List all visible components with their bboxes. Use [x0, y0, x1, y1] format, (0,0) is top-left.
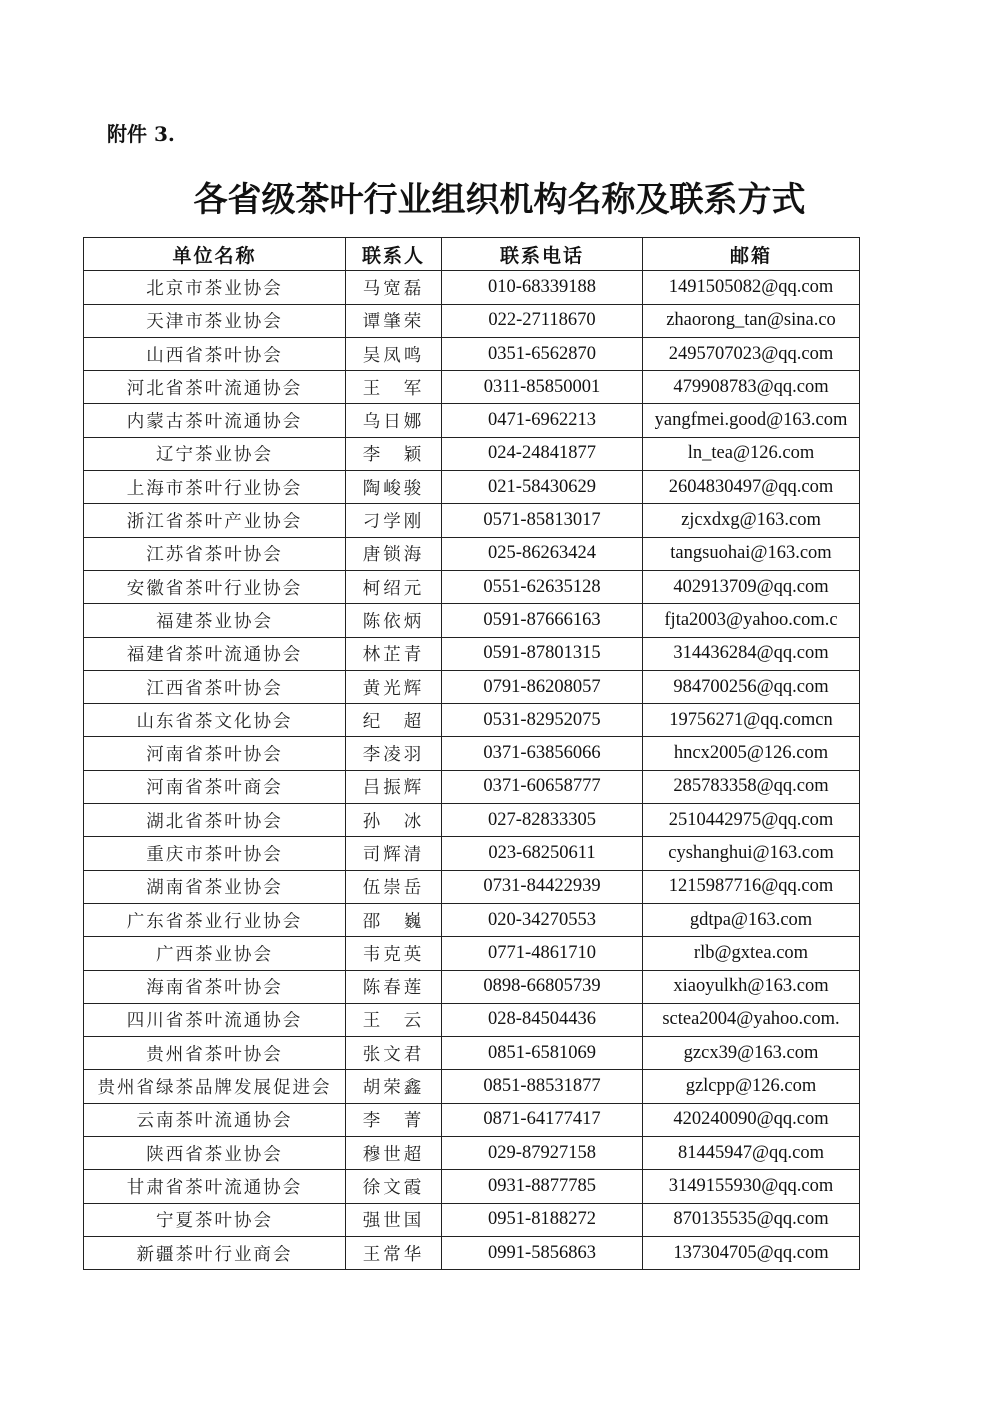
contact-person-cell: 陈春莲	[346, 970, 442, 1003]
email-cell: fjta2003@yahoo.com.c	[643, 604, 860, 637]
table-row	[84, 670, 860, 703]
table-row	[84, 271, 860, 304]
contact-person-cell: 吴凤鸣	[346, 337, 442, 370]
contact-person-cell: 乌日娜	[346, 404, 442, 437]
org-cell: 浙江省茶叶产业协会	[84, 504, 346, 537]
email-cell: 3149155930@qq.com	[643, 1170, 860, 1203]
email-cell: rlb@gxtea.com	[643, 937, 860, 970]
contact-person-cell: 伍崇岳	[346, 870, 442, 903]
contact-person-cell: 谭肇荣	[346, 304, 442, 337]
phone-cell: 0591-87666163	[442, 604, 643, 637]
org-cell: 福建茶业协会	[84, 604, 346, 637]
contact-person-cell: 韦克英	[346, 937, 442, 970]
table-row	[84, 1103, 860, 1136]
phone-cell: 025-86263424	[442, 537, 643, 570]
contact-person-cell: 柯绍元	[346, 570, 442, 603]
email-cell: 1215987716@qq.com	[643, 870, 860, 903]
email-cell: 479908783@qq.com	[643, 371, 860, 404]
contact-person-cell: 唐锁海	[346, 537, 442, 570]
org-cell: 广西茶业协会	[84, 937, 346, 970]
email-cell: 870135535@qq.com	[643, 1203, 860, 1236]
org-cell: 内蒙古茶叶流通协会	[84, 404, 346, 437]
contact-person-cell: 李凌羽	[346, 737, 442, 770]
org-cell: 湖北省茶叶协会	[84, 804, 346, 837]
phone-cell: 0471-6962213	[442, 404, 643, 437]
phone-cell: 0771-4861710	[442, 937, 643, 970]
email-cell: 285783358@qq.com	[643, 770, 860, 803]
phone-cell: 021-58430629	[442, 471, 643, 504]
org-cell: 陕西省茶业协会	[84, 1137, 346, 1170]
table-row	[84, 471, 860, 504]
phone-cell: 0371-63856066	[442, 737, 643, 770]
org-cell: 四川省茶叶流通协会	[84, 1003, 346, 1036]
table-row	[84, 404, 860, 437]
table-row	[84, 770, 860, 803]
table-row	[84, 1070, 860, 1103]
table-row	[84, 937, 860, 970]
contact-person-cell: 王 云	[346, 1003, 442, 1036]
table-row	[84, 437, 860, 470]
org-cell: 江苏省茶叶协会	[84, 537, 346, 570]
table-row	[84, 870, 860, 903]
phone-cell: 020-34270553	[442, 903, 643, 936]
email-cell: 984700256@qq.com	[643, 670, 860, 703]
phone-cell: 0531-82952075	[442, 704, 643, 737]
contact-person-cell: 李 颖	[346, 437, 442, 470]
header-person: 联系人	[346, 238, 442, 271]
table-row	[84, 604, 860, 637]
email-cell: 420240090@qq.com	[643, 1103, 860, 1136]
contacts-table	[83, 237, 860, 1270]
email-cell: gdtpa@163.com	[643, 903, 860, 936]
contact-person-cell: 吕振辉	[346, 770, 442, 803]
table-row	[84, 637, 860, 670]
contact-person-cell: 胡荣鑫	[346, 1070, 442, 1103]
attachment-label: 附件 3.	[107, 122, 175, 146]
phone-cell: 0311-85850001	[442, 371, 643, 404]
phone-cell: 0371-60658777	[442, 770, 643, 803]
email-cell: 2510442975@qq.com	[643, 804, 860, 837]
contact-person-cell: 徐文霞	[346, 1170, 442, 1203]
contact-person-cell: 纪 超	[346, 704, 442, 737]
table-row	[84, 704, 860, 737]
email-cell: gzcx39@163.com	[643, 1037, 860, 1070]
table-row	[84, 1137, 860, 1170]
contact-person-cell: 陈依炳	[346, 604, 442, 637]
phone-cell: 029-87927158	[442, 1137, 643, 1170]
contact-person-cell: 陶峻骏	[346, 471, 442, 504]
phone-cell: 027-82833305	[442, 804, 643, 837]
table-row	[84, 737, 860, 770]
document-title: 各省级茶叶行业组织机构名称及联系方式	[193, 180, 806, 220]
phone-cell: 0898-66805739	[442, 970, 643, 1003]
table-row	[84, 1170, 860, 1203]
org-cell: 河南省茶叶商会	[84, 770, 346, 803]
contact-person-cell: 孙 冰	[346, 804, 442, 837]
phone-cell: 023-68250611	[442, 837, 643, 870]
phone-cell: 0351-6562870	[442, 337, 643, 370]
contact-person-cell: 黄光辉	[346, 670, 442, 703]
table-row	[84, 504, 860, 537]
email-cell: 402913709@qq.com	[643, 570, 860, 603]
table-row	[84, 537, 860, 570]
phone-cell: 010-68339188	[442, 271, 643, 304]
org-cell: 新疆茶叶行业商会	[84, 1236, 346, 1269]
email-cell: 137304705@qq.com	[643, 1236, 860, 1269]
email-cell: hncx2005@126.com	[643, 737, 860, 770]
email-cell: 2604830497@qq.com	[643, 471, 860, 504]
phone-cell: 0731-84422939	[442, 870, 643, 903]
org-cell: 湖南省茶业协会	[84, 870, 346, 903]
table-row	[84, 337, 860, 370]
contact-person-cell: 张文君	[346, 1037, 442, 1070]
phone-cell: 0871-64177417	[442, 1103, 643, 1136]
org-cell: 广东省茶业行业协会	[84, 903, 346, 936]
table-row	[84, 570, 860, 603]
email-cell: zhaorong_tan@sina.co	[643, 304, 860, 337]
table-row	[84, 304, 860, 337]
phone-cell: 0851-6581069	[442, 1037, 643, 1070]
org-cell: 河南省茶叶协会	[84, 737, 346, 770]
header-phone: 联系电话	[442, 238, 643, 271]
org-cell: 辽宁茶业协会	[84, 437, 346, 470]
email-cell: zjcxdxg@163.com	[643, 504, 860, 537]
org-cell: 安徽省茶叶行业协会	[84, 570, 346, 603]
email-cell: 1491505082@qq.com	[643, 271, 860, 304]
org-cell: 河北省茶叶流通协会	[84, 371, 346, 404]
org-cell: 北京市茶业协会	[84, 271, 346, 304]
phone-cell: 0571-85813017	[442, 504, 643, 537]
email-cell: 81445947@qq.com	[643, 1137, 860, 1170]
email-cell: yangfmei.good@163.com	[643, 404, 860, 437]
table-header	[84, 238, 860, 271]
table-row	[84, 903, 860, 936]
email-cell: ln_tea@126.com	[643, 437, 860, 470]
table-row	[84, 1203, 860, 1236]
phone-cell: 024-24841877	[442, 437, 643, 470]
contact-person-cell: 马宽磊	[346, 271, 442, 304]
org-cell: 福建省茶叶流通协会	[84, 637, 346, 670]
org-cell: 贵州省绿茶品牌发展促进会	[84, 1070, 346, 1103]
contact-person-cell: 王常华	[346, 1236, 442, 1269]
email-cell: 19756271@qq.comcn	[643, 704, 860, 737]
org-cell: 重庆市茶叶协会	[84, 837, 346, 870]
org-cell: 山东省茶文化协会	[84, 704, 346, 737]
header-email: 邮箱	[643, 238, 860, 271]
org-cell: 贵州省茶叶协会	[84, 1037, 346, 1070]
table-row	[84, 804, 860, 837]
contact-person-cell: 穆世超	[346, 1137, 442, 1170]
table-row	[84, 1236, 860, 1269]
contact-person-cell: 司辉清	[346, 837, 442, 870]
phone-cell: 022-27118670	[442, 304, 643, 337]
email-cell: 314436284@qq.com	[643, 637, 860, 670]
phone-cell: 0791-86208057	[442, 670, 643, 703]
contact-person-cell: 李 菁	[346, 1103, 442, 1136]
table-body	[84, 271, 860, 1270]
org-cell: 上海市茶叶行业协会	[84, 471, 346, 504]
email-cell: 2495707023@qq.com	[643, 337, 860, 370]
table-row	[84, 970, 860, 1003]
phone-cell: 0931-8877785	[442, 1170, 643, 1203]
email-cell: sctea2004@yahoo.com.	[643, 1003, 860, 1036]
phone-cell: 0551-62635128	[442, 570, 643, 603]
phone-cell: 0851-88531877	[442, 1070, 643, 1103]
contact-person-cell: 刁学刚	[346, 504, 442, 537]
org-cell: 宁夏茶叶协会	[84, 1203, 346, 1236]
contact-person-cell: 强世国	[346, 1203, 442, 1236]
org-cell: 山西省茶叶协会	[84, 337, 346, 370]
org-cell: 甘肃省茶叶流通协会	[84, 1170, 346, 1203]
org-cell: 天津市茶业协会	[84, 304, 346, 337]
contact-person-cell: 王 军	[346, 371, 442, 404]
table-row	[84, 1003, 860, 1036]
table-row	[84, 371, 860, 404]
email-cell: tangsuohai@163.com	[643, 537, 860, 570]
header-row	[84, 238, 860, 271]
contact-person-cell: 林芷青	[346, 637, 442, 670]
table-row	[84, 1037, 860, 1070]
email-cell: xiaoyulkh@163.com	[643, 970, 860, 1003]
header-org: 单位名称	[84, 238, 346, 271]
org-cell: 云南茶叶流通协会	[84, 1103, 346, 1136]
email-cell: cyshanghui@163.com	[643, 837, 860, 870]
phone-cell: 0991-5856863	[442, 1236, 643, 1269]
phone-cell: 028-84504436	[442, 1003, 643, 1036]
phone-cell: 0591-87801315	[442, 637, 643, 670]
org-cell: 海南省茶叶协会	[84, 970, 346, 1003]
phone-cell: 0951-8188272	[442, 1203, 643, 1236]
email-cell: gzlcpp@126.com	[643, 1070, 860, 1103]
table-row	[84, 837, 860, 870]
contact-person-cell: 邵 巍	[346, 903, 442, 936]
org-cell: 江西省茶叶协会	[84, 670, 346, 703]
